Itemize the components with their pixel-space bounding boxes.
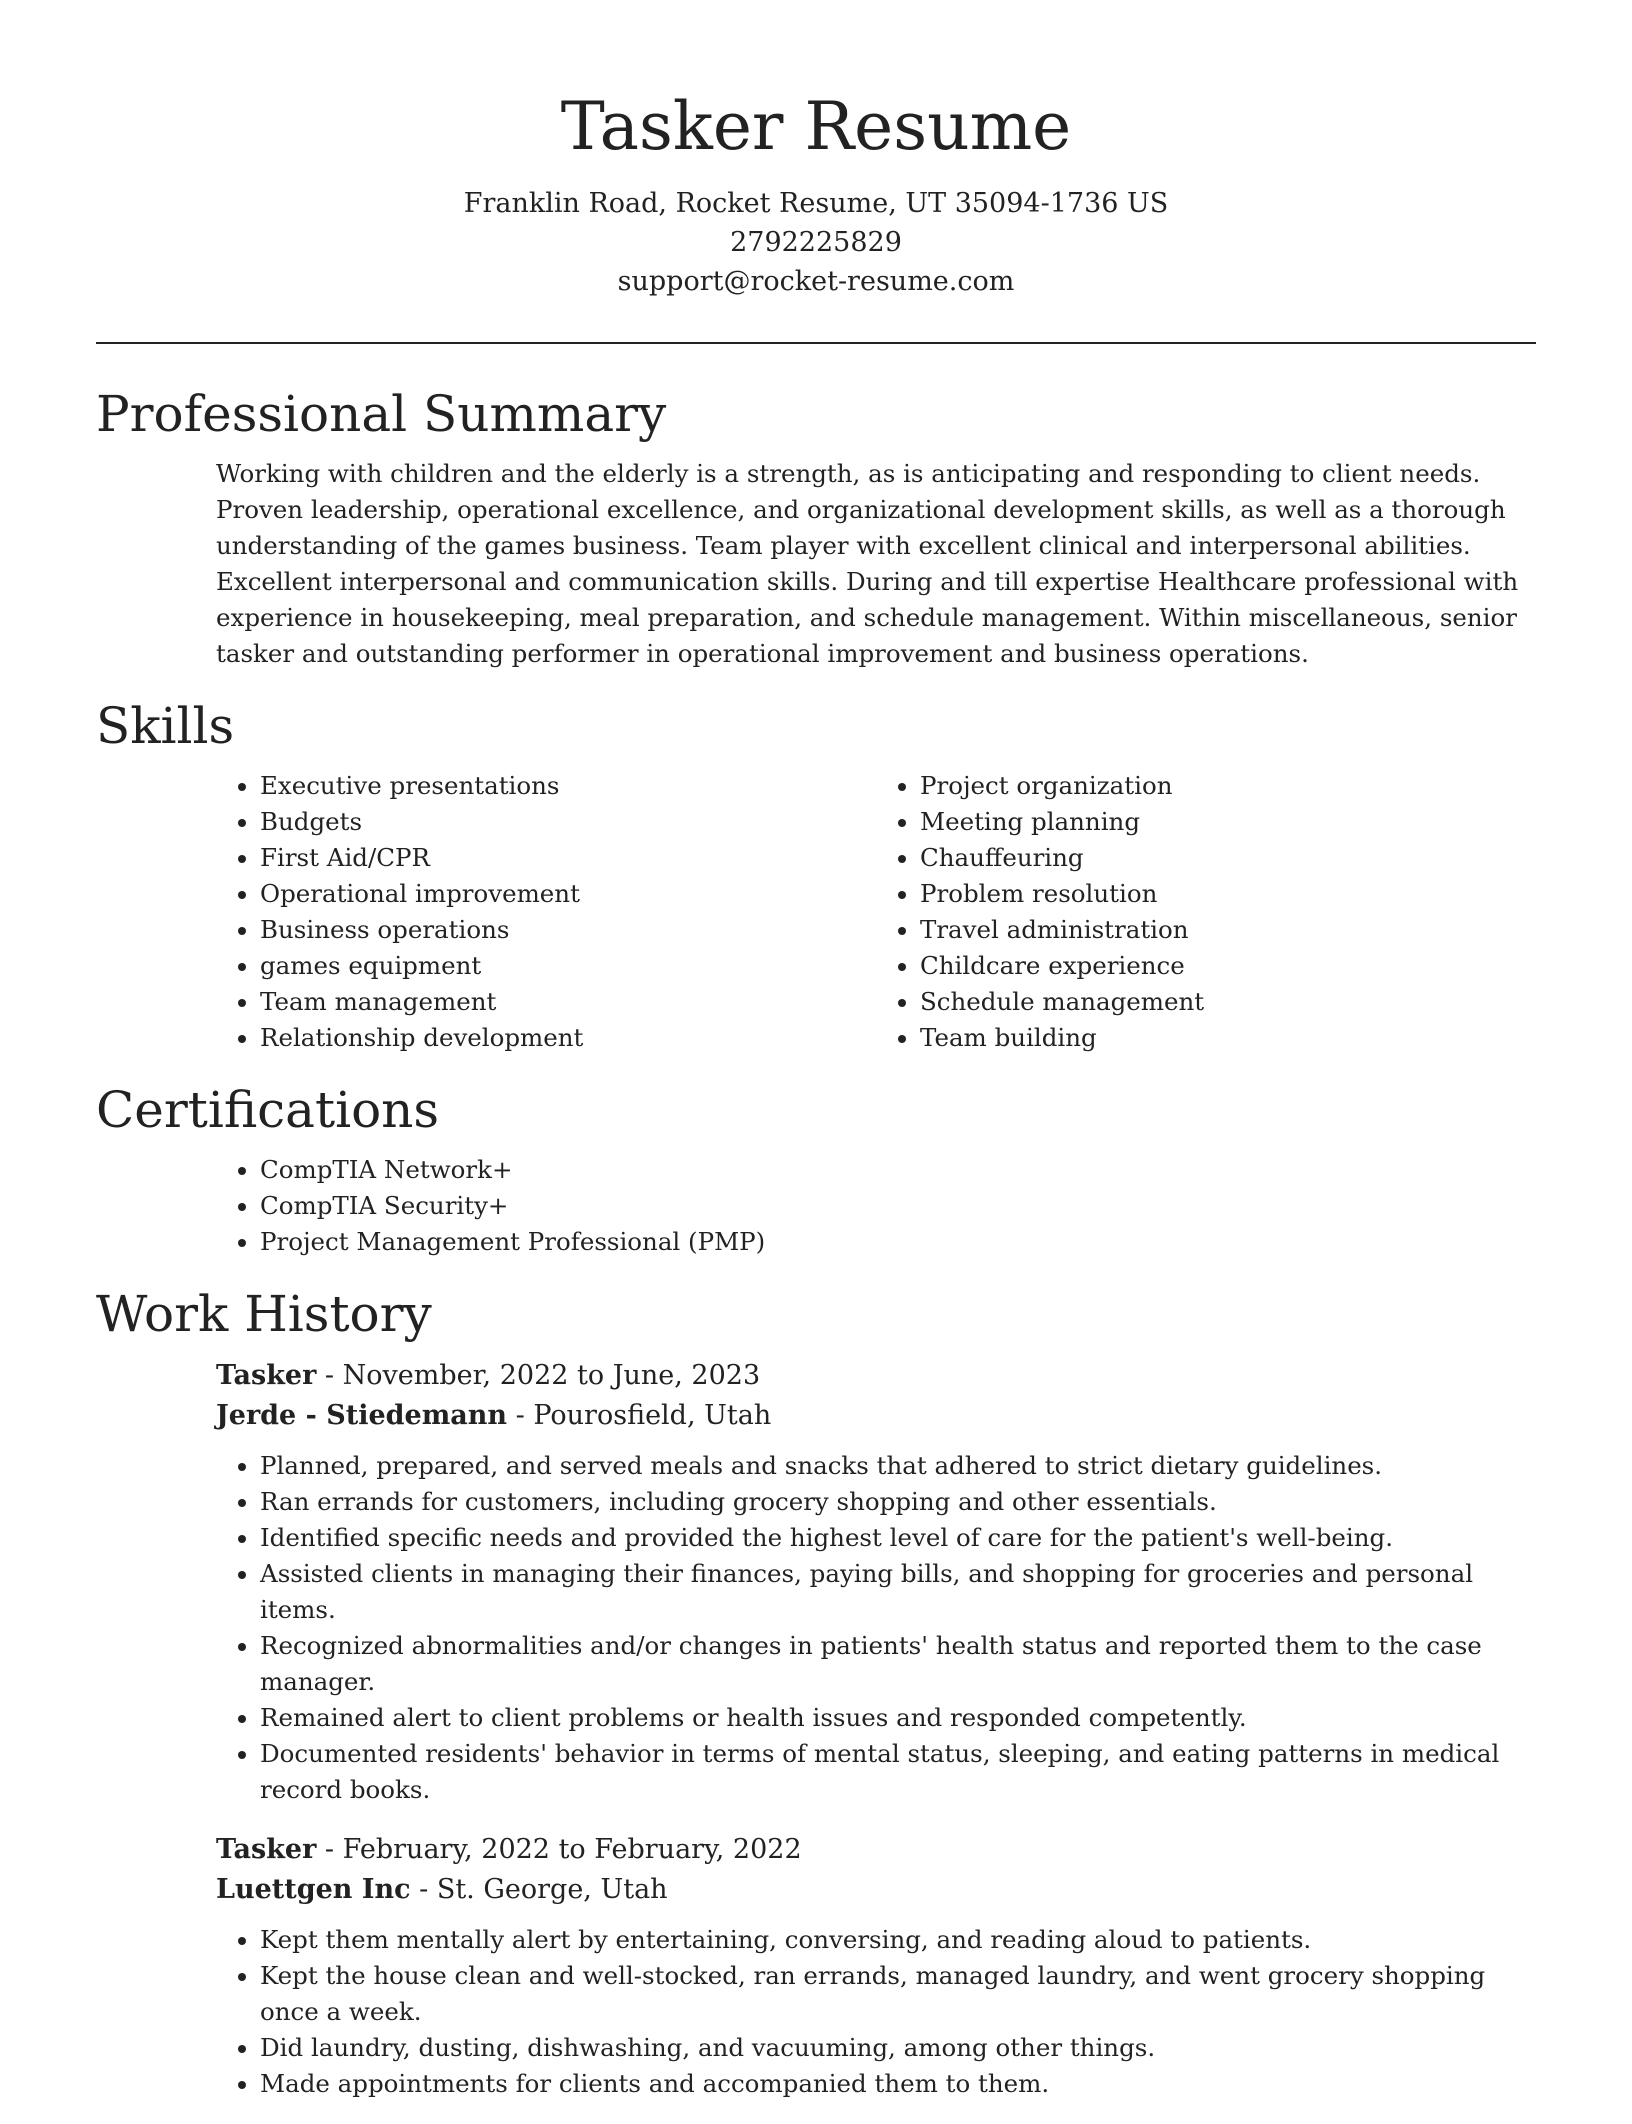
job-entry: [216, 1356, 1536, 1808]
certification-item: • Project Management Professional (PMP): [260, 1224, 1536, 1260]
skills-column-right: [876, 768, 1536, 1056]
skill-item: • Executive presentations: [260, 768, 876, 804]
skill-item: • Travel administration: [920, 912, 1536, 948]
certification-item: • CompTIA Network+: [260, 1152, 1536, 1188]
skills-heading: Skills: [96, 697, 235, 755]
job-dates: February, 2022 to February, 2022: [342, 1834, 802, 1865]
skill-item: • Problem resolution: [920, 876, 1536, 912]
work-history-heading: Work History: [96, 1285, 432, 1343]
job-bullet: • Kept the house clean and well-stocked, ran errands, managed laundry, and went grocery shopping once a week.: [260, 1958, 1536, 2030]
job-location: St. George, Utah: [436, 1874, 668, 1905]
contact-block: [0, 184, 1632, 301]
job-bullet: • Identified specific needs and provided the highest level of care for the patient's well-being.: [260, 1520, 1536, 1556]
job-bullet: • Planned, prepared, and served meals and snacks that adhered to strict dietary guidelines.: [260, 1448, 1536, 1484]
skill-item: • Meeting planning: [920, 804, 1536, 840]
skill-item: • Team building: [920, 1020, 1536, 1056]
resume-header: [0, 82, 1632, 301]
skill-item: • Relationship development: [260, 1020, 876, 1056]
job-bullet: • Remained alert to client problems or health issues and responded competently.: [260, 1700, 1536, 1736]
skill-item: • Budgets: [260, 804, 876, 840]
job-bullet: • Made appointments for clients and accompanied them to them.: [260, 2066, 1536, 2102]
summary-text: Working with children and the elderly is a strength, as is anticipating and responding to client needs. Proven leadership, operational excellence, and organizational development skills, as well as a thorough understanding of the games business. Team player with excellent clinical and interpersonal abilities. Excellent interpersonal and communication skills. During and till expertise Healthcare professional with experience in housekeeping, meal preparation, and schedule management. Within miscellaneous, senior tasker and outstanding performer in operational improvement and business operations.: [216, 459, 1519, 668]
job-bullet: • Recognized abnormalities and/or changes in patients' health status and reported them to the case manager.: [260, 1628, 1536, 1700]
skill-item: • Operational improvement: [260, 876, 876, 912]
job-company: Luettgen Inc: [216, 1874, 411, 1905]
skill-item: • First Aid/CPR: [260, 840, 876, 876]
job-company-line: Jerde - Stiedemann - Pourosfield, Utah: [216, 1400, 772, 1431]
summary-section: [96, 382, 1536, 672]
skills-section: [96, 694, 1536, 1056]
job-role: Tasker: [216, 1360, 317, 1391]
skill-item: • Team management: [260, 984, 876, 1020]
skill-item: • Childcare experience: [920, 948, 1536, 984]
job-location: Pourosfield, Utah: [533, 1400, 772, 1431]
certification-item: • CompTIA Security+: [260, 1188, 1536, 1224]
contact-address: Franklin Road, Rocket Resume, UT 35094-1736 US: [463, 188, 1169, 219]
job-bullet: • Assisted clients in managing their finances, paying bills, and shopping for groceries and personal items.: [260, 1556, 1536, 1628]
skill-item: • Business operations: [260, 912, 876, 948]
resume-name: Tasker Resume: [560, 88, 1072, 165]
skills-column-left: [216, 768, 876, 1056]
job-title-line: Tasker - February, 2022 to February, 2022: [216, 1834, 802, 1865]
resume-body: [96, 382, 1536, 2124]
job-company: Jerde - Stiedemann: [216, 1400, 508, 1431]
job-bullet: • Kept them mentally alert by entertaining, conversing, and reading aloud to patients.: [260, 1922, 1536, 1958]
job-dates: November, 2022 to June, 2023: [342, 1360, 761, 1391]
job-bullet: • Did laundry, dusting, dishwashing, and vacuuming, among other things.: [260, 2030, 1536, 2066]
skill-item: • Project organization: [920, 768, 1536, 804]
job-role: Tasker: [216, 1834, 317, 1865]
job-entry: [216, 1830, 1536, 2102]
contact-phone: 2792225829: [730, 227, 902, 258]
certifications-list: [216, 1152, 1536, 1260]
job-bullets: [216, 1922, 1536, 2102]
skill-item: • games equipment: [260, 948, 876, 984]
job-bullets: [216, 1448, 1536, 1808]
skill-item: • Schedule management: [920, 984, 1536, 1020]
job-bullet: • Documented residents' behavior in terms of mental status, sleeping, and eating patterns in medical record books.: [260, 1736, 1536, 1808]
summary-heading: Professional Summary: [96, 385, 667, 443]
job-bullet: • Ran errands for customers, including grocery shopping and other essentials.: [260, 1484, 1536, 1520]
header-divider: [96, 342, 1536, 344]
certifications-heading: Certifications: [96, 1081, 440, 1139]
skill-item: • Chauffeuring: [920, 840, 1536, 876]
contact-email: support@rocket-resume.com: [617, 266, 1015, 297]
skills-grid: [216, 768, 1536, 1056]
work-history-section: [96, 1282, 1536, 2102]
job-company-line: Luettgen Inc - St. George, Utah: [216, 1874, 668, 1905]
job-title-line: Tasker - November, 2022 to June, 2023: [216, 1360, 761, 1391]
certifications-section: [96, 1078, 1536, 1260]
